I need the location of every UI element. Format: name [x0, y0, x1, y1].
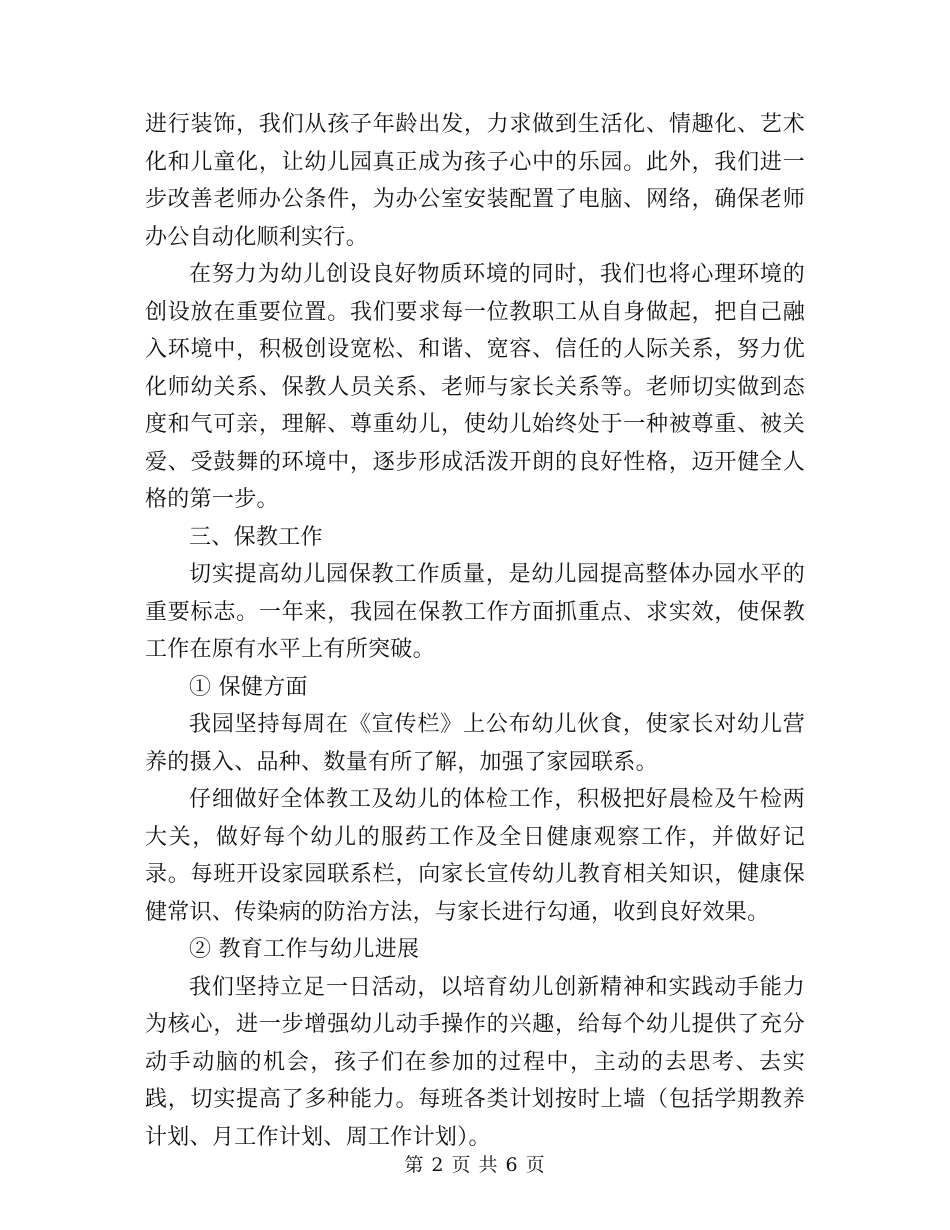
- subheading-jiaoyu: ② 教育工作与幼儿进展: [189, 937, 420, 962]
- paragraph-1: 进行装饰，我们从孩子年龄出发，力求做到生活化、情趣化、艺术化和儿童化，让幼儿园真正成为孩子心中的乐园。此外，我们进一步改善老师办公条件，为办公室安装配置了电脑、网络，确保老师办公自动化顺利实行。: [145, 112, 805, 250]
- section-heading-baojiao: 三、保教工作: [189, 524, 323, 550]
- page-footer: 第 2 页 共 6 页: [404, 1154, 546, 1176]
- document-body: [145, 106, 805, 1156]
- paragraph-3: 切实提高幼儿园保教工作质量，是幼儿园提高整体办园水平的重要标志。一年来，我园在保教工作方面抓重点、求实效，使保教工作在原有水平上有所突破。: [145, 562, 805, 662]
- paragraph-4: 我园坚持每周在《宣传栏》上公布幼儿伙食，使家长对幼儿营养的摄入、品种、数量有所了解，加强了家园联系。: [145, 712, 805, 775]
- paragraph-5: 仔细做好全体教工及幼儿的体检工作，积极把好晨检及午检两大关，做好每个幼儿的服药工作及全日健康观察工作，并做好记录。每班开设家园联系栏，向家长宣传幼儿教育相关知识，健康保健常识、传染病的防治方法，与家长进行勾通，收到良好效果。: [145, 787, 805, 925]
- paragraph-2: 在努力为幼儿创设良好物质环境的同时，我们也将心理环境的创设放在重要位置。我们要求每一位教职工从自身做起，把自己融入环境中，积极创设宽松、和谐、宽容、信任的人际关系，努力优化师幼关系、保教人员关系、老师与家长关系等。老师切实做到态度和气可亲，理解、尊重幼儿，使幼儿始终处于一种被尊重、被关爱、受鼓舞的环境中，逐步形成活泼开朗的良好性格，迈开健全人格的第一步。: [145, 262, 805, 512]
- paragraph-6: 我们坚持立足一日活动，以培育幼儿创新精神和实践动手能力为核心，进一步增强幼儿动手操作的兴趣，给每个幼儿提供了充分动手动脑的机会，孩子们在参加的过程中，主动的去思考、去实践，切实提高了多种能力。每班各类计划按时上墙（包括学期教养计划、月工作计划、周工作计划）。: [145, 974, 805, 1150]
- subheading-baojian: ① 保健方面: [189, 674, 308, 700]
